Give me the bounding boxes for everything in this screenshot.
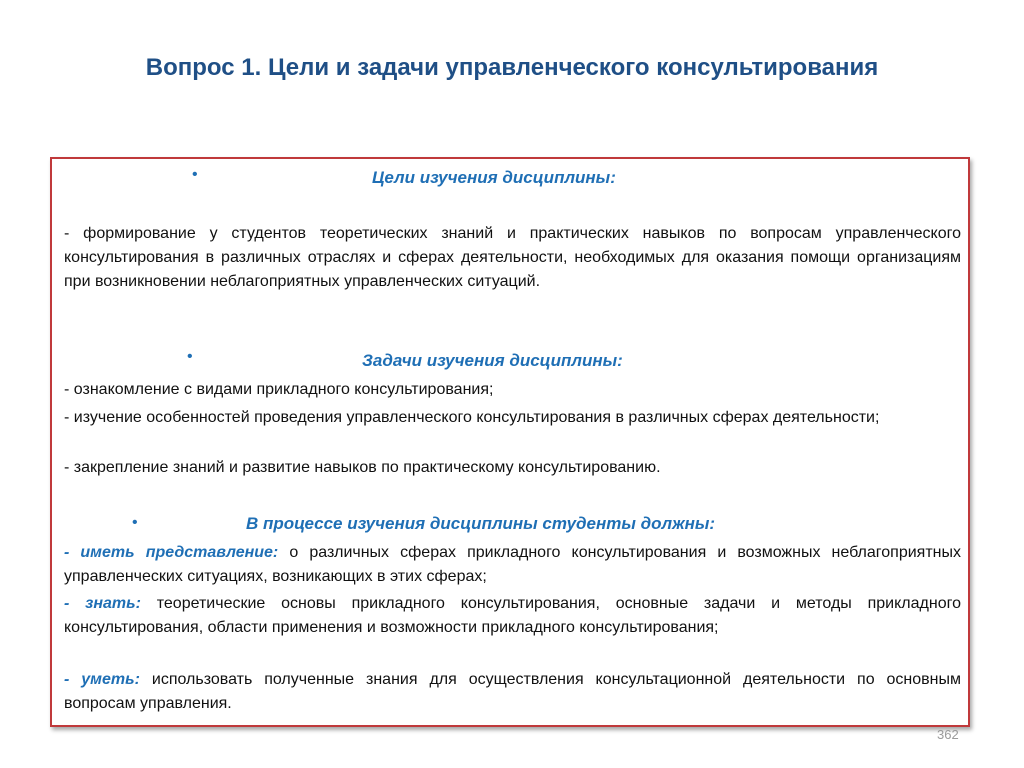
bullet-icon: • — [192, 166, 198, 183]
bullet-icon: • — [187, 348, 193, 365]
task-item: - закрепление знаний и развитие навыков по практическому консультированию. — [64, 459, 661, 476]
goals-heading: Цели изучения дисциплины: — [372, 168, 616, 187]
page-number: 362 — [937, 727, 959, 742]
students-heading: В процессе изучения дисциплины студенты должны: — [246, 514, 716, 533]
student-item-label: - иметь представление: — [64, 544, 279, 561]
tasks-heading: Задачи изучения дисциплины: — [362, 351, 623, 370]
goals-text: - формирование у студентов теоретических знаний и практических навыков по вопросам управленческого консультирования в различных отраслях и сферах деятельности, необходимых для оказания помощи организациям при возникновении неблагоприятных управленческих ситуаций. — [64, 225, 961, 290]
student-item-label: - знать: — [64, 595, 141, 612]
student-item-know — [64, 592, 961, 640]
student-item-label: - уметь: — [64, 671, 140, 688]
slide-title: Вопрос 1. Цели и задачи управленческого консультирования — [145, 54, 879, 81]
bullet-icon: • — [132, 514, 138, 531]
task-item: - ознакомление с видами прикладного консультирования; — [64, 381, 494, 398]
student-item-text: использовать полученные знания для осуществления консультационной деятельности по основным вопросам управления. — [64, 671, 961, 712]
task-item: - изучение особенностей проведения управленческого консультирования в различных сферах деятельности; — [64, 409, 880, 426]
student-item-able — [64, 668, 961, 716]
student-item-text: о различных сферах прикладного консультирования и возможных неблагоприятных управленческих ситуациях, возникающих в этих сферах; — [64, 544, 962, 585]
student-item-represent — [64, 541, 961, 589]
student-item-text: теоретические основы прикладного консультирования, основные задачи и методы прикладного консультирования, области применения и возможности прикладного консультирования; — [64, 595, 961, 636]
